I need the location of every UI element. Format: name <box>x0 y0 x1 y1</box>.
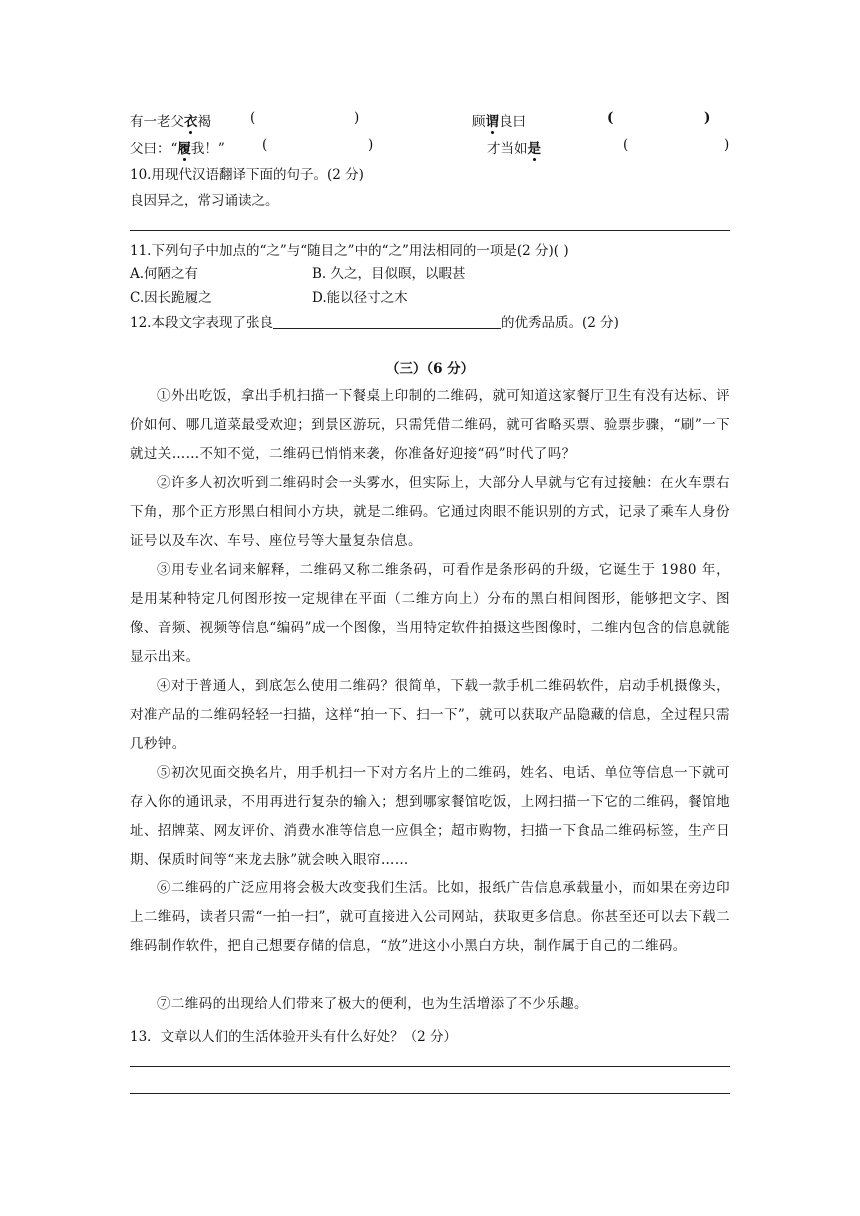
q9-item-3-blank-open: ( <box>262 137 268 153</box>
article-paragraph-4: ④对于普通人，到底怎么使用二维码？很简单，下载一款手机二维码软件，启动手机摄像头，对准产品的二维码轻轻一扫描，这样“拍一下、扫一下”，就可以获取产品隐藏的信息，全过程只需几秒钟。 <box>130 678 730 752</box>
q9-item-2-dotted-char: 谓 <box>485 114 499 130</box>
q11-option-b[interactable]: B. 久之，目似暝，以暇甚 <box>312 266 466 282</box>
q11-option-d[interactable]: D.能以径寸之木 <box>312 290 408 306</box>
q9-item-1-text: 有一老父 <box>130 114 184 130</box>
q10-answer-line[interactable] <box>130 230 730 231</box>
q9-item-3-text-end: 我！” <box>190 141 225 157</box>
q9-item-2 <box>472 110 526 130</box>
q9-item-2-text-end: 良曰 <box>499 114 526 130</box>
q9-item-3-dotted-char: 履 <box>177 141 191 157</box>
article-paragraph-1: ①外出吃饭，拿出手机扫描一下餐桌上印制的二维码，就可知道这家餐厅卫生有没有达标、评价如何、哪几道菜最受欢迎；到景区游玩，只需凭借二维码，就可省略买票、验票步骤，“刷”一下就过关……不知不觉，二维码已悄悄来袭，你准备好迎接“码”时代了吗？ <box>130 388 730 462</box>
q12-prompt-end: 的优秀品质。(2 分) <box>500 315 619 331</box>
q9-item-3 <box>130 137 225 157</box>
q9-item-1-blank-open: ( <box>250 110 256 126</box>
q11-option-c[interactable]: C.因长跪履之 <box>130 290 212 306</box>
q9-item-1 <box>130 110 211 130</box>
article-paragraph-2: ②许多人初次听到二维码时会一头雾水，但实际上，大部分人早就与它有过接触：在火车票右下角，那个正方形黑白相间小方块，就是二维码。它通过肉眼不能识别的方式，记录了乘车人身份证号以及车次、车号、座位号等大量复杂信息。 <box>130 475 730 549</box>
q11-option-a[interactable]: A.何陋之有 <box>130 266 199 282</box>
q13-answer-line-1[interactable] <box>130 1066 730 1067</box>
q9-item-2-blank-open: ( <box>607 110 614 126</box>
q12-answer-blank[interactable] <box>273 314 501 329</box>
q10-sentence: 良因异之，常习诵读之。 <box>130 193 279 209</box>
q13-prompt: 13．文章以人们的生活体验开头有什么好处？（2 分） <box>130 1029 458 1045</box>
article-paragraph-7: ⑦二维码的出现给人们带来了极大的便利，也为生活增添了不少乐趣。 <box>157 996 588 1012</box>
q9-item-1-dotted-char: 衣 <box>184 114 198 130</box>
q9-item-2-blank-close: ) <box>704 110 711 126</box>
q9-item-3-blank-close: ) <box>368 137 374 153</box>
article-paragraph-6: ⑥二维码的广泛应用将会极大改变我们生活。比如，报纸广告信息承载量小，而如果在旁边印上二维码，读者只需“一拍一扫”，就可直接进入公司网站，获取更多信息。你甚至还可以去下载二维码制作软件，把自己想要存储的信息，“放”进这小小黑白方块，制作属于自己的二维码。 <box>130 880 730 954</box>
q11-prompt: 11.下列句子中加点的“之”与“随目之”中的“之”用法相同的一项是(2 分)( ) <box>130 243 569 259</box>
q12 <box>130 311 619 331</box>
q9-item-4-text: 才当如 <box>487 141 528 157</box>
q12-prompt-start: 12.本段文字表现了张良 <box>130 315 273 331</box>
article-paragraph-3: ③用专业名词来解释，二维码又称二维条码，可看作是条形码的升级，它诞生于 1980 年，是用某种特定几何图形按一定规律在平面（二维方向上）分布的黑白相间图形，能够把文字、图像、音频、视频等信息“编码”成一个图像，当用特定软件拍摄这些图像时，二维内包含的信息就能显示出来。 <box>130 562 730 665</box>
q10-prompt: 10.用现代汉语翻译下面的句子。(2 分) <box>130 167 364 183</box>
q9-item-1-blank-close: ) <box>354 110 360 126</box>
q9-item-3-text: 父曰：“ <box>130 141 178 157</box>
q9-item-2-text: 顾 <box>472 114 486 130</box>
article-paragraph-5: ⑤初次见面交换名片，用手机扫一下对方名片上的二维码，姓名、电话、单位等信息一下就可存入你的通讯录，不用再进行复杂的输入；想到哪家餐馆吃饭，上网扫描一下它的二维码，餐馆地址、招牌菜、网友评价、消费水准等信息一应俱全；超市购物，扫描一下食品二维码标签，生产日期、保质时间等“来龙去脉”就会映入眼帘…… <box>130 765 730 868</box>
q9-item-4-blank-close: ) <box>724 137 730 153</box>
q9-item-4 <box>487 137 541 157</box>
q9-item-4-dotted-char: 是 <box>527 141 541 157</box>
q9-item-1-text-end: 褐 <box>197 114 211 130</box>
q9-item-4-blank-open: ( <box>623 137 629 153</box>
section-3-heading: （三）（6 分） <box>385 361 475 377</box>
q13-answer-line-2[interactable] <box>130 1093 730 1094</box>
